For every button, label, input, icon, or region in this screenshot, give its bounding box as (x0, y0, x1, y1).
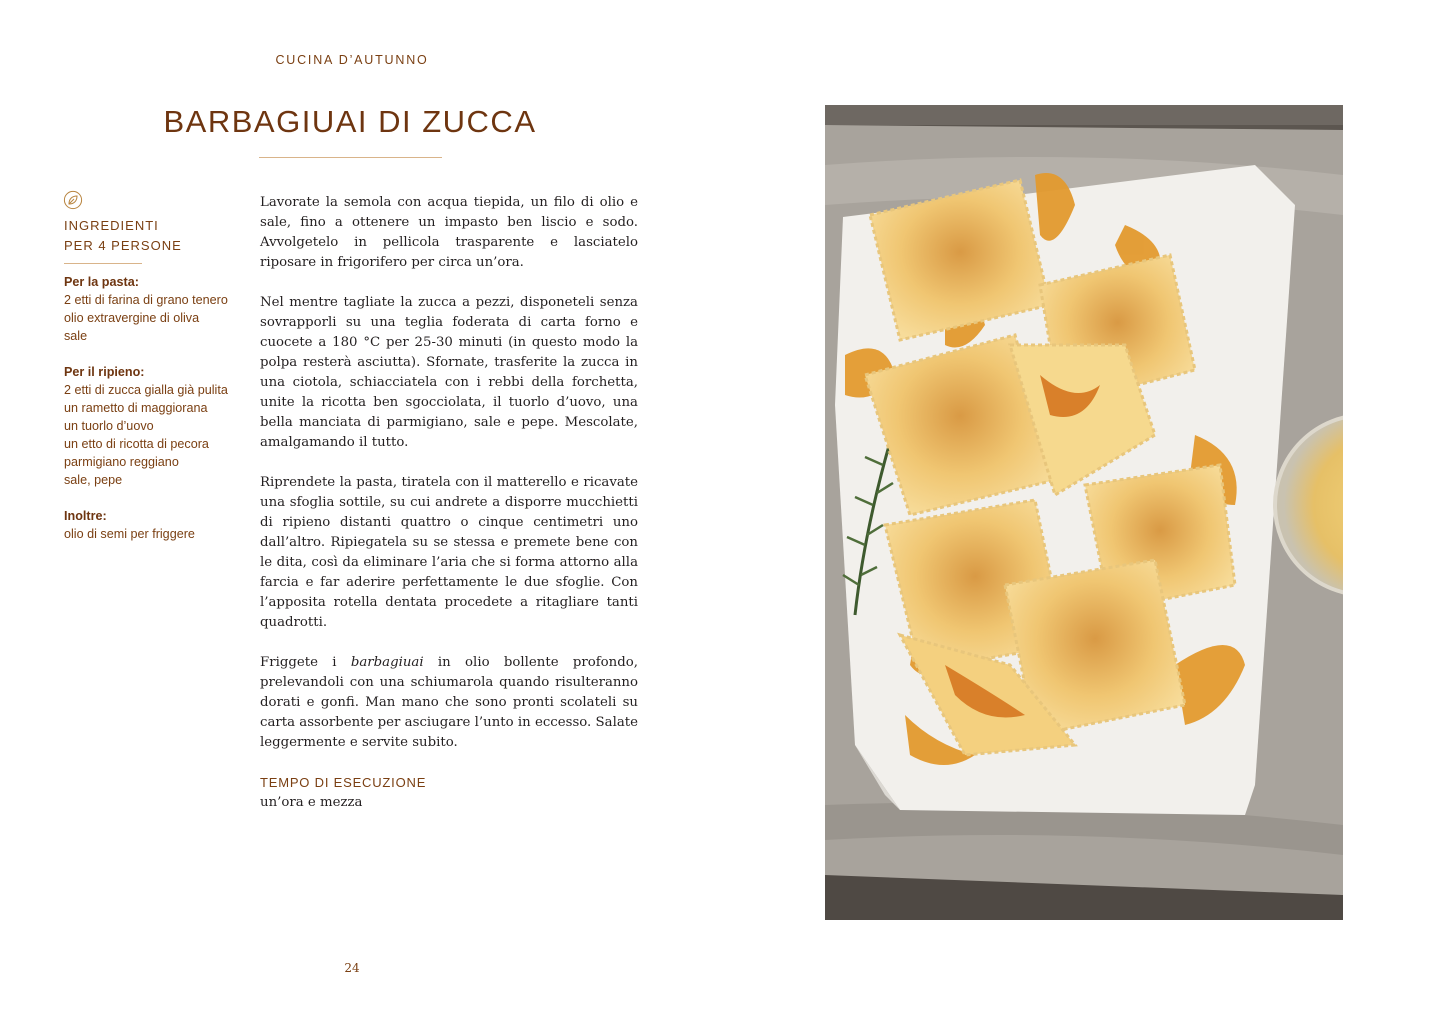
ingredient-item: un etto di ricotta di pecora (64, 437, 209, 451)
method-text-run: in olio bollente profondo, prelevandoli con una schiumarola quando risulteranno dorati e gonfi. Man mano che sono pronti scolateli su carta assorbente per asciugare l’unto in eccesso. Salate leggermente e servite subito. (260, 655, 638, 750)
ingredients-divider (64, 263, 142, 264)
ingredient-item: sale (64, 329, 88, 343)
prep-time-value: un’ora e mezza (260, 795, 363, 810)
ingredient-group-title: Inoltre: (64, 509, 107, 523)
method-text-run: Friggete i (260, 655, 351, 670)
ingredient-item: sale, pepe (64, 473, 123, 487)
page-number: 24 (344, 961, 360, 975)
ingredient-group-filling (64, 363, 249, 489)
food-photo-illustration (825, 105, 1343, 920)
method-paragraph: Lavorate la semola con acqua tiepida, un filo di olio e sale, fino a ottenere un impasto ben liscio e sodo. Avvolgetelo in pellicola trasparente e lasciatelo riposare in frigorifero per circa un’ora. (260, 195, 638, 270)
title-divider (259, 157, 442, 158)
ingredient-item: un rametto di maggiorana (64, 401, 208, 415)
method-italic-term: barbagiuai (350, 655, 424, 670)
ingredients-heading (64, 216, 234, 256)
leaf-icon (63, 190, 83, 210)
food-photo (825, 105, 1343, 920)
ingredient-item: olio di semi per friggere (64, 527, 195, 541)
ingredient-group-title: Per il ripieno: (64, 365, 145, 379)
ingredient-group-pasta (64, 273, 249, 345)
method-text (260, 193, 638, 813)
method-paragraph (260, 653, 638, 753)
ingredient-item: un tuorlo d’uovo (64, 419, 154, 433)
recipe-title: BARBAGIUAI DI ZUCCA (163, 104, 537, 139)
ingredient-item: parmigiano reggiano (64, 455, 179, 469)
ingredient-item: olio extravergine di oliva (64, 311, 200, 325)
ingredient-group-title: Per la pasta: (64, 275, 139, 289)
ingredients-list (64, 273, 249, 561)
prep-time-label: TEMPO DI ESECUZIONE (260, 775, 427, 790)
ingredients-heading-servings: PER 4 PERSONE (64, 238, 182, 253)
ingredients-heading-title: INGREDIENTI (64, 218, 159, 233)
method-paragraph: Riprendete la pasta, tiratela con il matterello e ricavate una sfoglia sottile, su cui andrete a disporre mucchietti di ripieno distanti quattro o cinque centimetri uno dall’altro. Ripiegatela su se stessa e premete bene con le dita, così da eliminare l’aria che si forma attorno alla farcia e far aderire perfettamente le due sfoglie. Con l’apposita rotella dentata procedete a ritagliare tanti quadrotti. (260, 475, 638, 630)
ingredient-item: 2 etti di zucca gialla già pulita (64, 383, 228, 397)
ingredient-group-extra (64, 507, 249, 543)
method-paragraph: Nel mentre tagliate la zucca a pezzi, disponeteli senza sovrapporli su una teglia foderata di carta forno e cuocete a 180 °C per 25-30 minuti (in questo modo la polpa resterà asciutta). Sfornate, trasferite la zucca in una ciotola, schiacciatela con i rebbi della forchetta, unite la ricotta ben sgocciolata, il tuorlo d’uovo, una bella manciata di parmigiano, sale e pepe. Mescolate, amalgamando il tutto. (260, 295, 638, 450)
running-head: CUCINA D’AUTUNNO (275, 53, 429, 67)
ingredient-item: 2 etti di farina di grano tenero (64, 293, 228, 307)
